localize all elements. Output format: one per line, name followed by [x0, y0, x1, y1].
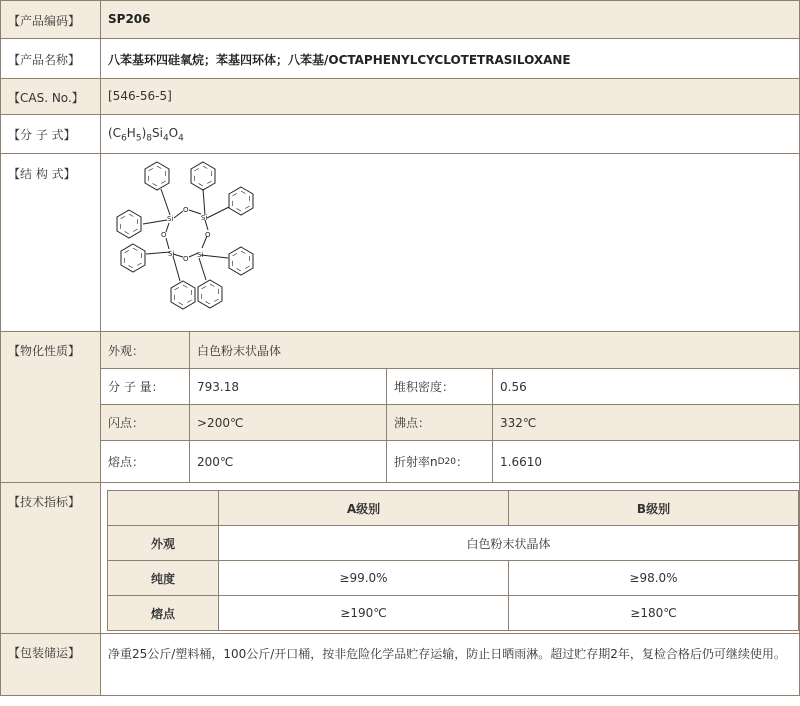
ri-sub: D [437, 456, 445, 467]
row-structure [1, 153, 799, 331]
row-formula [1, 114, 799, 153]
mw-value: 793.18 [189, 369, 386, 404]
product-code-label: 【产品编码】 [1, 1, 101, 38]
row-cas [1, 78, 799, 114]
spec-a-value: ≥190℃ [219, 596, 509, 631]
formula-sub: 4 [178, 133, 184, 144]
spec-label: 【技术指标】 [1, 483, 101, 633]
phys-row-appearance [101, 332, 799, 368]
spec-row-name: 熔点 [108, 596, 219, 631]
formula-part: O [168, 126, 179, 140]
formula-sub: 5 [135, 133, 142, 144]
boil-value: 332℃ [492, 405, 799, 440]
ri-label-text: 折射率n [394, 455, 438, 469]
formula-sub: 4 [162, 133, 169, 144]
melt-value: 200℃ [189, 441, 386, 482]
density-value: 0.56 [492, 369, 799, 404]
o-atom-label: O [205, 231, 211, 239]
structure-drawing [101, 154, 799, 331]
physical-table [101, 332, 799, 482]
formula-part: Si [151, 126, 163, 140]
spec-col-a: A级别 [219, 491, 509, 526]
si-atom-label: Si [201, 214, 208, 222]
formula-sub: 6 [121, 133, 127, 144]
spec-b-value: ≥180℃ [509, 596, 799, 631]
mw-label: 分 子 量： [108, 380, 164, 394]
product-name-value: 八苯基环四硅氧烷；苯基四环体；八苯基/OCTAPHENYLCYCLOTETRASILOXANE [108, 53, 571, 67]
spec-a-value: ≥99.0% [219, 561, 509, 596]
structure-label: 【结 构 式】 [1, 154, 101, 331]
appearance-label: 外观： [108, 343, 145, 358]
si-atom-label: Si [168, 250, 175, 258]
phys-row-mw [101, 368, 799, 404]
formula-part: H [126, 126, 136, 140]
o-atom-label: O [161, 231, 167, 239]
phys-row-flash [101, 404, 799, 440]
formula-part: ) [141, 126, 147, 140]
flash-label: 闪点： [108, 416, 145, 430]
si-atom-label: Si [197, 251, 204, 259]
cas-value: [546-56-5] [108, 89, 172, 103]
packaging-value: 净重25公斤/塑料桶，100公斤/开口桶，按非危险化学品贮存运输，防止日晒雨淋。超过贮存期2年，复检合格后仍可继续使用。 [108, 647, 786, 661]
spec-container [101, 483, 799, 633]
si-atom-label: Si [167, 215, 174, 223]
spec-col-b: B级别 [509, 491, 799, 526]
density-label: 堆积密度： [386, 369, 492, 404]
o-atom-label: O [183, 255, 189, 263]
row-packaging [1, 633, 799, 695]
boil-label: 沸点： [386, 405, 492, 440]
physical-label: 【物化性质】 [1, 332, 101, 482]
appearance-value: 白色粉末状晶体 [189, 332, 799, 368]
melt-label: 熔点： [108, 455, 145, 469]
row-product-name [1, 38, 799, 78]
row-product-code [1, 1, 799, 38]
octaphenyl-structure [101, 158, 291, 328]
packaging-label: 【包装储运】 [1, 634, 101, 695]
ri-label [386, 441, 492, 482]
row-physical [1, 331, 799, 482]
cas-label: 【CAS. No.】 [1, 79, 101, 114]
ri-colon: ： [456, 455, 469, 469]
spec-b-value: ≥98.0% [509, 561, 799, 596]
formula-part: (C [108, 126, 122, 140]
product-code-value: SP206 [108, 12, 151, 26]
spec-header-row [108, 491, 799, 526]
spec-table [107, 490, 799, 631]
spec-row-name: 纯度 [108, 561, 219, 596]
flash-value: >200℃ [189, 405, 386, 440]
row-spec [1, 482, 799, 633]
formula-label: 【分 子 式】 [1, 115, 101, 153]
spec-merged-value: 白色粉末状晶体 [219, 526, 799, 561]
formula-value [101, 115, 799, 153]
formula-sub: 8 [146, 133, 152, 144]
spec-corner [108, 491, 219, 526]
spec-row-name: 外观 [108, 526, 219, 561]
spec-row-appearance [108, 526, 799, 561]
spec-row-melting [108, 596, 799, 631]
spec-row-purity [108, 561, 799, 596]
phys-row-melt [101, 440, 799, 482]
o-atom-label: O [183, 206, 189, 214]
ri-value: 1.6610 [492, 441, 799, 482]
product-name-label: 【产品名称】 [1, 39, 101, 78]
ri-sup: 20 [444, 456, 456, 467]
